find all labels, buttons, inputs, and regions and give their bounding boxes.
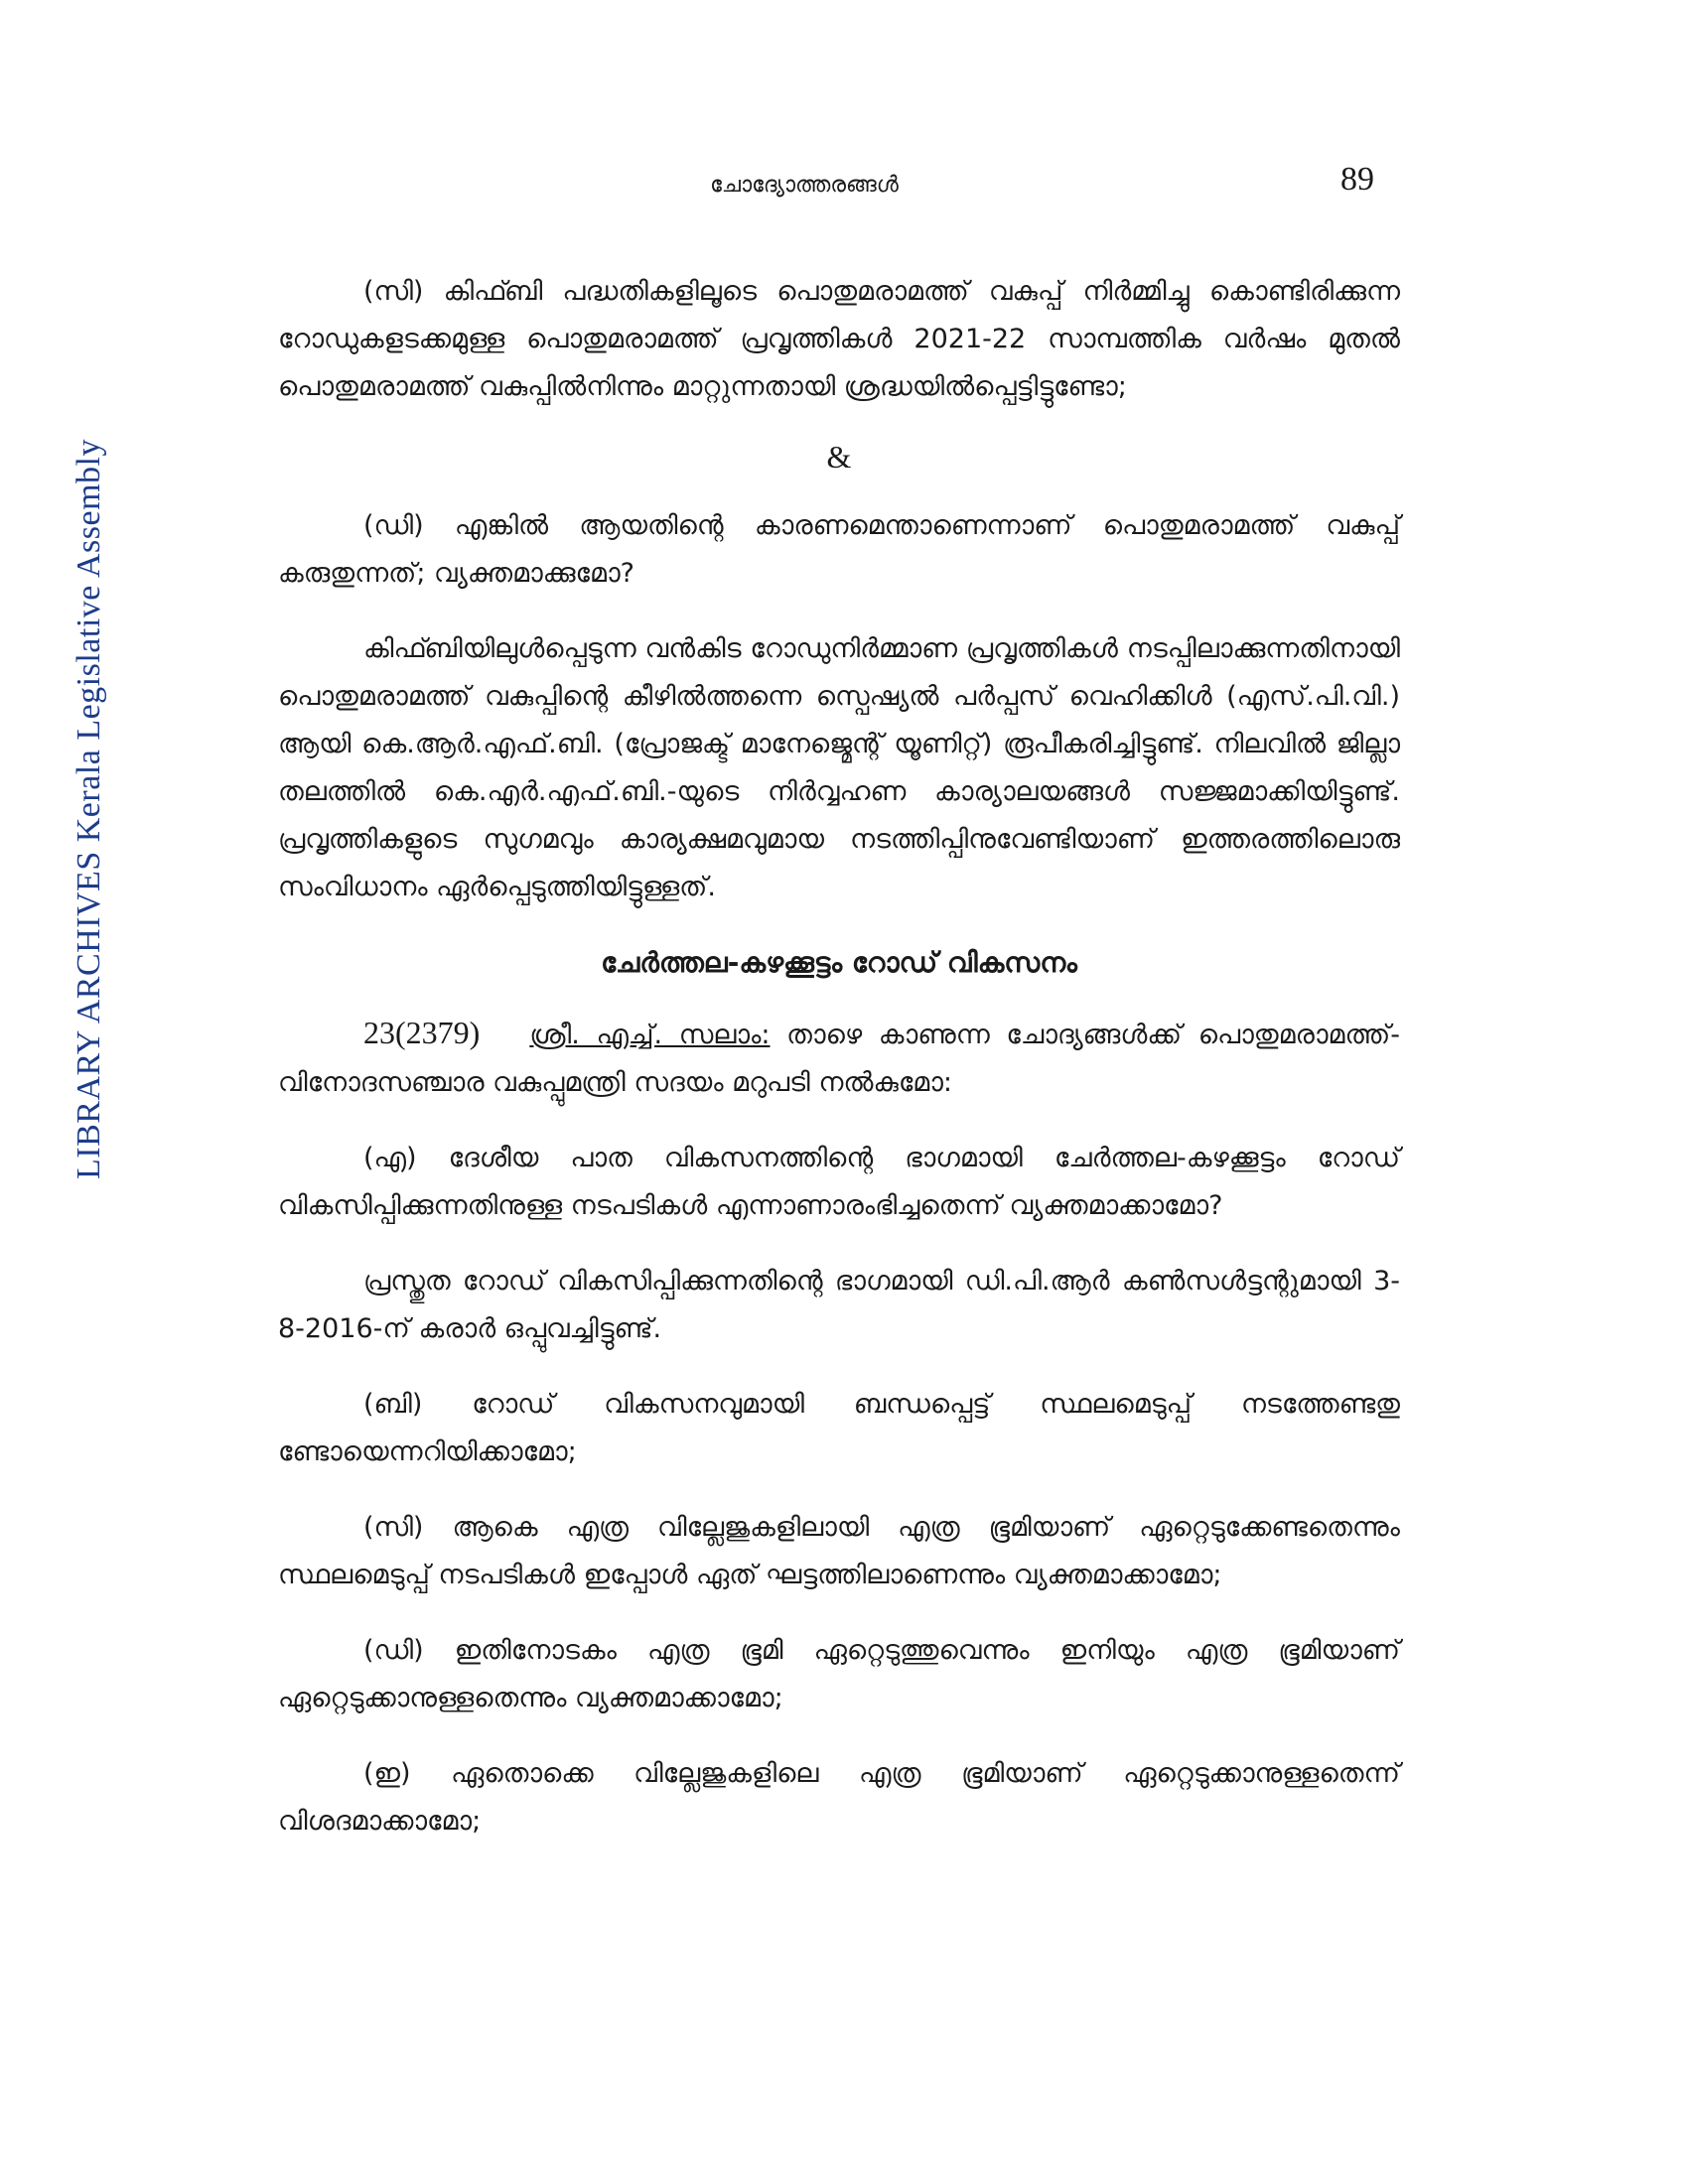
question-d-paragraph: (ഡി) എങ്കിൽ ആയതിന്റെ കാരണമെന്താണെന്നാണ് പൊതുമരാമത്ത് വകുപ്പ് കരുതുന്നത്; വ്യക്തമാക്കുമോ? xyxy=(278,510,1400,589)
running-title: ചോദ്യോത്തരങ്ങൾ xyxy=(710,173,899,198)
question-e-paragraph: (ഇ) ഏതൊക്കെ വില്ലേജുകളിലെ എത്ര ഭൂമിയാണ് ഏറ്റെടുക്കാനുള്ളതെന്ന് വിശദമാക്കാമോ; xyxy=(278,1758,1400,1837)
question-b-paragraph: (ബി) റോഡ് വികസനവുമായി ബന്ധപ്പെട്ട് സ്ഥലമെടുപ്പ് നടത്തേണ്ടതു ണ്ടോയെന്നറിയിക്കാമോ; xyxy=(278,1389,1400,1467)
question-d2-paragraph: (ഡി) ഇതിനോടകം എത്ര ഭൂമി ഏറ്റെടുത്തുവെന്നും ഇനിയും എത്ര ഭൂമിയാണ് ഏറ്റെടുക്കാനുള്ളതെന്നും വ്യക്തമാക്കാമോ; xyxy=(278,1635,1400,1713)
page-content xyxy=(278,268,1400,1873)
question-intro-text: താഴെ കാണുന്ന ചോദ്യങ്ങൾക്ക് പൊതുമരാമത്ത്-വിനോദസഞ്ചാര വകുപ്പുമന്ത്രി സദയം മറുപടി നൽകുമോ: xyxy=(278,1020,1400,1098)
question-c2-paragraph: (സി) ആകെ എത്ര വില്ലേജുകളിലായി എത്ര ഭൂമിയാണ് ഏറ്റെടുക്കേണ്ടതെന്നും സ്ഥലമെടുപ്പ് നടപടികൾ ഇപ്പോൾ ഏത് ഘട്ടത്തിലാണെന്നും വ്യക്തമാക്കാമോ; xyxy=(278,1512,1400,1590)
page-number: 89 xyxy=(1340,161,1374,198)
question-number: 23(2379) xyxy=(363,1015,481,1050)
answer-a-paragraph: പ്രസ്തുത റോഡ് വികസിപ്പിക്കുന്നതിന്റെ ഭാഗമായി ഡി.പി.ആർ കൺസൾട്ടന്റുമായി 3-8-2016-ന് കരാർ ഒപ്പുവച്ചിട്ടുണ്ട്. xyxy=(278,1266,1400,1344)
question-c-paragraph: (സി) കിഫ്ബി പദ്ധതികളിലൂടെ പൊതുമരാമത്ത് വകുപ്പ് നിർമ്മിച്ചു കൊണ്ടിരിക്കുന്ന റോഡുകളടക്കമുള്ള പൊതുമരാമത്ത് പ്രവൃത്തികൾ 2021-22 സാമ്പത്തിക വർഷം മുതൽ പൊതുമരാമത്ത് വകുപ്പിൽനിന്നും മാറ്റുന്നതായി ശ്രദ്ധയിൽപ്പെട്ടിട്ടുണ്ടോ; xyxy=(278,276,1400,402)
watermark-text: LIBRARY ARCHIVES Kerala Legislative Assembly xyxy=(70,438,108,1180)
page-header xyxy=(0,159,1688,218)
question-23-intro xyxy=(278,1009,1400,1107)
ampersand-separator: & xyxy=(826,439,852,475)
answer-paragraph: കിഫ്ബിയിലുൾപ്പെടുന്ന വൻകിട റോഡുനിർമ്മാണ പ്രവൃത്തികൾ നടപ്പിലാക്കുന്നതിനായി പൊതുമരാമത്ത് വകുപ്പിന്റെ കീഴിൽത്തന്നെ സ്പെഷ്യൽ പർപ്പസ് വെഹിക്കിൾ (എസ്.പി.വി.) ആയി കെ.ആർ.എഫ്.ബി. (പ്രോജക്ട് മാനേജ്മെന്റ് യൂണിറ്റ്) രൂപീകരിച്ചിട്ടുണ്ട്. നിലവിൽ ജില്ലാ തലത്തിൽ കെ.എർ.എഫ്.ബി.-യുടെ നിർവ്വഹണ കാര്യാലയങ്ങൾ സജ്ജമാക്കിയിട്ടുണ്ട്. പ്രവൃത്തികളുടെ സുഗമവും കാര്യക്ഷമവുമായ നടത്തിപ്പിനുവേണ്ടിയാണ് ഇത്തരത്തിലൊരു സംവിധാനം ഏർപ്പെടുത്തിയിട്ടുള്ളത്. xyxy=(278,633,1400,902)
member-name: ശ്രീ. എച്ച്. സലാം: xyxy=(529,1020,771,1050)
question-a-paragraph: (എ) ദേശീയ പാത വികസനത്തിന്റെ ഭാഗമായി ചേർത്തല-കഴക്കൂട്ടം റോഡ് വികസിപ്പിക്കുന്നതിനുള്ള നടപടികൾ എന്നാണാരംഭിച്ചതെന്ന് വ്യക്തമാക്കാമോ? xyxy=(278,1143,1400,1221)
library-watermark xyxy=(20,293,159,1325)
section-title: ചേർത്തല-കഴക്കൂട്ടം റോഡ് വികസനം xyxy=(601,946,1077,979)
